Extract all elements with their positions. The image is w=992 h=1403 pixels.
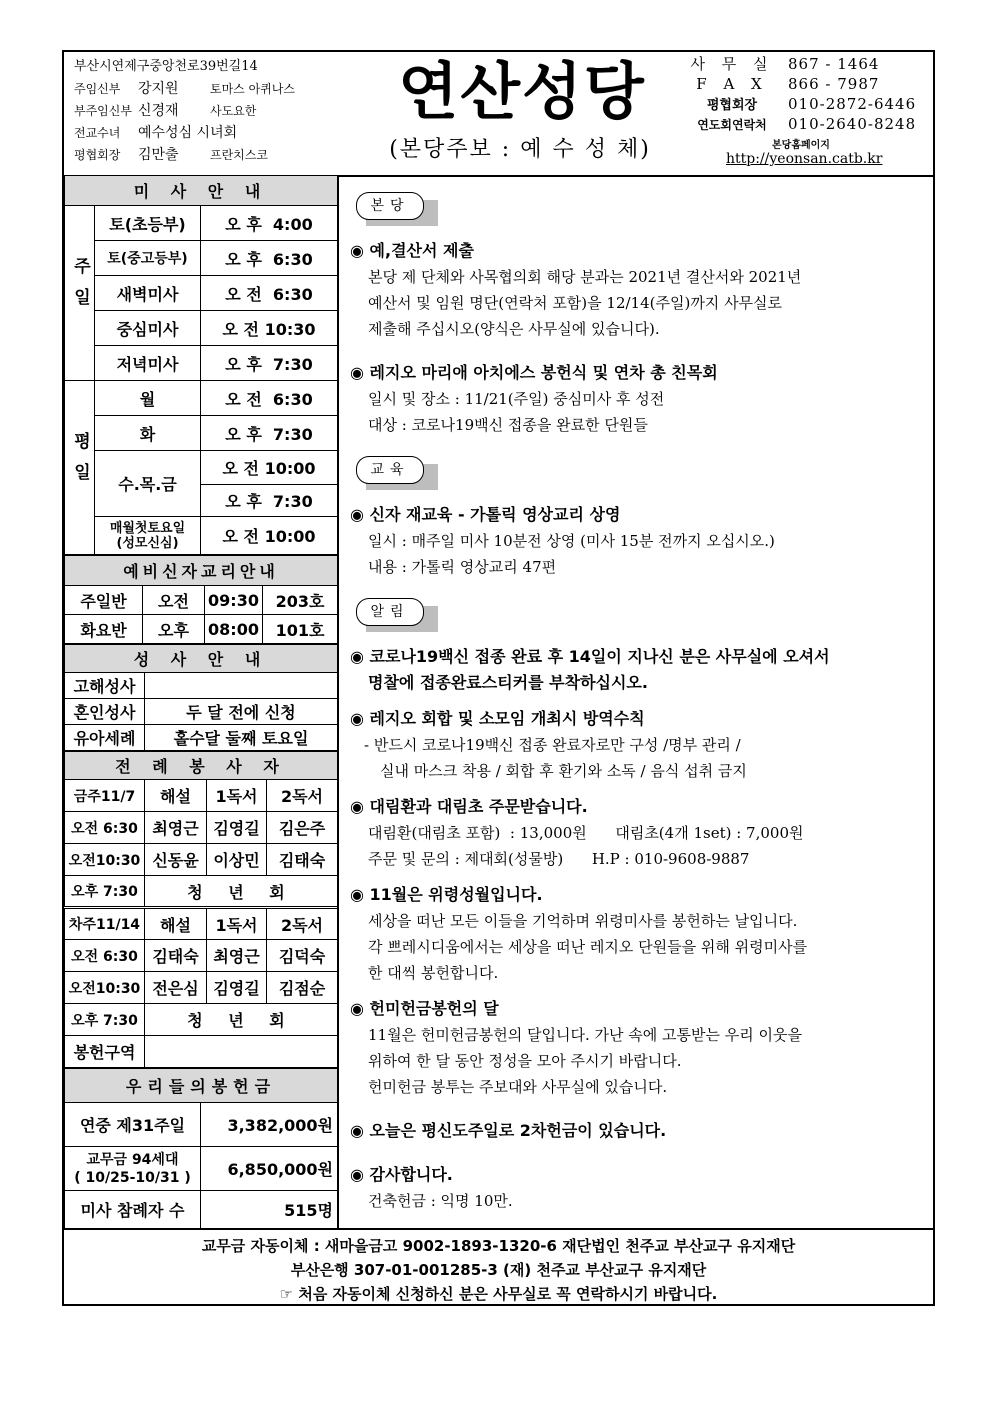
- announcement-line: 세상을 떠난 모든 이들을 기억하며 위령미사를 봉헌하는 날입니다.: [368, 912, 798, 930]
- staff-name: 강지원: [138, 81, 179, 97]
- class-ampm: 오후: [143, 615, 205, 644]
- announcement-line: 예산서 및 임원 명단(연락처 포함)을 12/14(주일)까지 사무실로: [368, 294, 783, 312]
- staff-role: 부주임신부: [74, 104, 132, 118]
- minister-name: 김점순: [267, 972, 338, 1004]
- mass-schedule-table: [64, 175, 338, 555]
- minister-name: 신동윤: [145, 844, 207, 876]
- class-name: 화요반: [65, 615, 143, 644]
- mass-name: 월: [95, 381, 201, 416]
- announcement-item: [350, 1118, 930, 1144]
- contact-value: 010-2640-8248: [788, 115, 917, 133]
- liturgy-table: [64, 751, 338, 1068]
- mass-name: 중심미사: [95, 311, 201, 346]
- sacrament-name: 고해성사: [65, 673, 145, 699]
- announcement-item: [350, 360, 930, 438]
- contact-row: [676, 54, 936, 74]
- mass-slot: 오전 6:30: [65, 940, 145, 972]
- bulletin-footer: [64, 1228, 933, 1306]
- staff-name: 김만출: [138, 147, 179, 163]
- role-header: 1독서: [207, 908, 267, 940]
- contact-value: 866 - 7987: [788, 75, 880, 93]
- mass-time: 오 전 6:30: [201, 276, 338, 311]
- contact-row: [676, 94, 936, 114]
- announcement-line: 건축헌금 : 익명 10만.: [368, 1192, 513, 1210]
- staff-baptism: 사도요한: [210, 104, 257, 118]
- announcement-item: [350, 502, 930, 580]
- announcement-line: 대상 : 코로나19백신 접종을 완료한 단원들: [368, 416, 648, 434]
- class-room: 101호: [263, 615, 338, 644]
- announcement-item: [350, 996, 930, 1100]
- mass-slot: 오후 7:30: [65, 1004, 145, 1036]
- contact-value: 867 - 1464: [788, 55, 880, 73]
- sacrament-name: 유아세례: [65, 725, 145, 751]
- parish-info: [74, 56, 344, 166]
- mass-time: 오 전 10:00: [201, 451, 338, 485]
- announcement-item: [350, 644, 930, 696]
- staff-baptism: 프란치스코: [210, 148, 268, 162]
- mass-name: 수.목.금: [95, 451, 201, 517]
- staff-row: [74, 78, 344, 100]
- mass-name: 토(중고등부): [95, 241, 201, 276]
- staff-role: 전교수녀: [74, 126, 121, 140]
- section-tag-education: 교육: [356, 456, 422, 482]
- announcement-title: ◉ 오늘은 평신도주일로 2차헌금이 있습니다.: [350, 1121, 667, 1140]
- mass-name: 매월첫토요일 (성모신심): [95, 517, 201, 555]
- contact-row: [676, 74, 936, 94]
- announcement-title: ◉ 코로나19백신 접종 완료 후 14일이 지나신 분은 사무실에 오셔서: [350, 647, 830, 666]
- offering-value: 6,850,000원: [201, 1147, 338, 1191]
- staff-row: [74, 122, 344, 144]
- contact-label: 사 무 실: [690, 55, 774, 73]
- mass-time: 오 후 6:30: [201, 241, 338, 276]
- minister-group: 청 년 회: [145, 876, 338, 908]
- class-time: 08:00: [205, 615, 263, 644]
- contact-label: F A X: [696, 75, 768, 93]
- offering-label: 미사 참례자 수: [65, 1191, 201, 1229]
- announcement-line: 일시 및 장소 : 11/21(주일) 중심미사 후 성전: [368, 390, 665, 408]
- announcement-item: [350, 238, 930, 342]
- announcement-title: ◉ 신자 재교육 - 가톨릭 영상교리 상영: [350, 505, 621, 524]
- mass-name: 토(초등부): [95, 206, 201, 241]
- mass-time: 오 후 4:00: [201, 206, 338, 241]
- announcement-line: 위하여 한 달 동안 정성을 모아 주시기 바랍니다.: [368, 1052, 682, 1070]
- week-label: 금주11/7: [65, 780, 145, 812]
- announcement-line: 본당 제 단체와 사목협의회 해당 분과는 2021년 결산서와 2021년: [368, 268, 802, 286]
- mass-slot: 오전10:30: [65, 972, 145, 1004]
- sacrament-value: 홀수달 둘째 토요일: [145, 725, 338, 751]
- announcement-title: ◉ 11월은 위령성월입니다.: [350, 885, 543, 904]
- role-header: 해설: [145, 780, 207, 812]
- announcement-line: 각 쁘레시디움에서는 세상을 떠난 레지오 단원들을 위해 위령미사를: [368, 938, 808, 956]
- announcement-title: ◉ 예,결산서 제출: [350, 241, 474, 260]
- contact-value: 010-2872-6446: [788, 95, 917, 113]
- role-header: 1독서: [207, 780, 267, 812]
- mass-name: 화: [95, 416, 201, 451]
- mass-slot: 오전 6:30: [65, 812, 145, 844]
- announcement-title: ◉ 감사합니다.: [350, 1165, 453, 1184]
- sacrament-header: 성 사 안 내: [65, 645, 338, 673]
- homepage-link[interactable]: http://yeonsan.catb.kr: [726, 151, 883, 167]
- minister-name: 최영근: [145, 812, 207, 844]
- minister-name: 김은주: [267, 812, 338, 844]
- mass-time: 오 후 7:30: [201, 346, 338, 381]
- announcement-title-cont: 명찰에 접종완료스티커를 부착하십시오.: [368, 673, 648, 692]
- announcement-title: ◉ 대림환과 대림초 주문받습니다.: [350, 797, 588, 816]
- offering-value: 3,382,000원: [201, 1103, 338, 1147]
- footer-line: 교무금 자동이체 : 새마을금고 9002-1893-1320-6 재단법인 천주교 부산교구 유지재단: [201, 1237, 796, 1255]
- staff-baptism: 토마스 아퀴나스: [210, 82, 295, 96]
- offering-table: [64, 1068, 338, 1229]
- announcements: [350, 192, 930, 1224]
- parish-address: 부산시연제구중앙천로39번길14: [74, 59, 258, 74]
- homepage-label: 본당홈페이지: [772, 140, 830, 151]
- info-sidebar: [64, 175, 337, 1229]
- offering-header: 우리들의봉헌금: [65, 1069, 338, 1103]
- sunday-label: 주일: [65, 206, 95, 381]
- sacrament-table: [64, 644, 338, 751]
- staff-row: [74, 144, 344, 166]
- mass-time: 오 전 10:00: [201, 517, 338, 555]
- contact-row: [676, 114, 936, 134]
- offering-value: 515명: [201, 1191, 338, 1229]
- role-header: 2독서: [267, 908, 338, 940]
- mass-slot: 오전10:30: [65, 844, 145, 876]
- weekday-label: 평일: [65, 381, 95, 555]
- minister-name: 김덕숙: [267, 940, 338, 972]
- catechumen-table: [64, 555, 338, 644]
- announcement-line: 헌미헌금 봉투는 주보대와 사무실에 있습니다.: [368, 1078, 668, 1096]
- sacrament-value: 두 달 전에 신청: [145, 699, 338, 725]
- announcement-line: 11월은 헌미헌금봉헌의 달입니다. 가난 속에 고통받는 우리 이웃을: [368, 1026, 802, 1044]
- bulletin-subtitle: (본당주보 : 예 수 성 체): [389, 137, 651, 162]
- minister-name: 최영근: [207, 940, 267, 972]
- announcement-line: - 반드시 코로나19백신 접종 완료자로만 구성 /명부 관리 /: [364, 736, 741, 754]
- week-label: 차주11/14: [65, 908, 145, 940]
- footer-line: 부산은행 307-01-001285-3 (재) 천주교 부산교구 유지재단: [290, 1261, 707, 1279]
- announcement-title: ◉ 레지오 회합 및 소모임 개최시 방역수칙: [350, 709, 645, 728]
- announcement-line: 제출해 주십시오(양식은 사무실에 있습니다).: [368, 320, 660, 338]
- announcement-line: 실내 마스크 착용 / 회합 후 환기와 소독 / 음식 섭취 금지: [380, 762, 747, 780]
- minister-name: 김태숙: [267, 844, 338, 876]
- mass-header: 미 사 안 내: [65, 176, 338, 206]
- mass-time: 오 전 6:30: [201, 381, 338, 416]
- staff-name: 예수성심 시녀회: [138, 125, 238, 141]
- parish-title: 연산성당: [398, 55, 646, 128]
- mass-slot: 오후 7:30: [65, 876, 145, 908]
- announcement-line: 일시 : 매주일 미사 10분전 상영 (미사 15분 전까지 오십시오.): [368, 532, 775, 550]
- class-ampm: 오전: [143, 586, 205, 615]
- role-header: 해설: [145, 908, 207, 940]
- contact-label: 연도회연락처: [697, 118, 767, 132]
- announcement-item: [350, 1162, 930, 1214]
- announcement-title: ◉ 레지오 마리애 아치에스 봉헌식 및 연차 총 친목회: [350, 363, 718, 382]
- offering-label: 연중 제31주일: [65, 1103, 201, 1147]
- minister-name: 김영길: [207, 972, 267, 1004]
- class-room: 203호: [263, 586, 338, 615]
- staff-name: 신경재: [138, 103, 179, 119]
- announcement-line: 내용 : 가톨릭 영상교리 47편: [368, 558, 557, 576]
- class-name: 주일반: [65, 586, 143, 615]
- minister-name: 이상민: [207, 844, 267, 876]
- contact-label: 평협회장: [706, 98, 758, 113]
- mass-time: 오 후 7:30: [201, 416, 338, 451]
- minister-group: 청 년 회: [145, 1004, 338, 1036]
- mass-name: 새벽미사: [95, 276, 201, 311]
- sacrament-name: 혼인성사: [65, 699, 145, 725]
- contact-info: [676, 54, 936, 166]
- catechumen-header: 예비신자교리안내: [65, 556, 338, 586]
- staff-role: 주임신부: [74, 82, 121, 96]
- mass-time: 오 전 10:30: [201, 311, 338, 346]
- offering-area-label: 봉헌구역: [65, 1036, 145, 1068]
- class-time: 09:30: [205, 586, 263, 615]
- sacrament-value: [145, 673, 338, 699]
- mass-time: 오 후 7:30: [201, 485, 338, 517]
- announcement-title: ◉ 헌미헌금봉헌의 달: [350, 999, 499, 1018]
- footer-line: ☞ 처음 자동이체 신청하신 분은 사무실로 꼭 연락하시기 바랍니다.: [279, 1285, 718, 1303]
- offering-area-value: [145, 1036, 338, 1068]
- column-divider: [337, 175, 339, 1228]
- staff-role: 평협회장: [74, 148, 121, 162]
- bulletin-frame: [62, 50, 935, 1306]
- staff-row: [74, 100, 344, 122]
- announcement-item: [350, 882, 930, 986]
- announcement-item: [350, 706, 930, 784]
- announcement-line: 한 대씩 봉헌합니다.: [368, 964, 499, 982]
- minister-name: 김태숙: [145, 940, 207, 972]
- announcement-item: [350, 794, 930, 872]
- mass-name: 저녁미사: [95, 346, 201, 381]
- minister-name: 김영길: [207, 812, 267, 844]
- role-header: 2독서: [267, 780, 338, 812]
- announcement-line: 대림환(대림초 포함) : 13,000원 대림초(4개 1set) : 7,000원: [368, 824, 804, 842]
- minister-name: 전은심: [145, 972, 207, 1004]
- liturgy-header: 전 례 봉 사 자: [65, 752, 338, 780]
- section-tag-parish: 본당: [356, 192, 422, 218]
- announcement-line: 주문 및 문의 : 제대회(성물방) H.P : 010-9608-9887: [368, 850, 750, 868]
- offering-label: 교무금 94세대 ( 10/25-10/31 ): [65, 1147, 201, 1191]
- section-tag-notice: 알림: [356, 598, 422, 624]
- bulletin-header: [64, 52, 933, 177]
